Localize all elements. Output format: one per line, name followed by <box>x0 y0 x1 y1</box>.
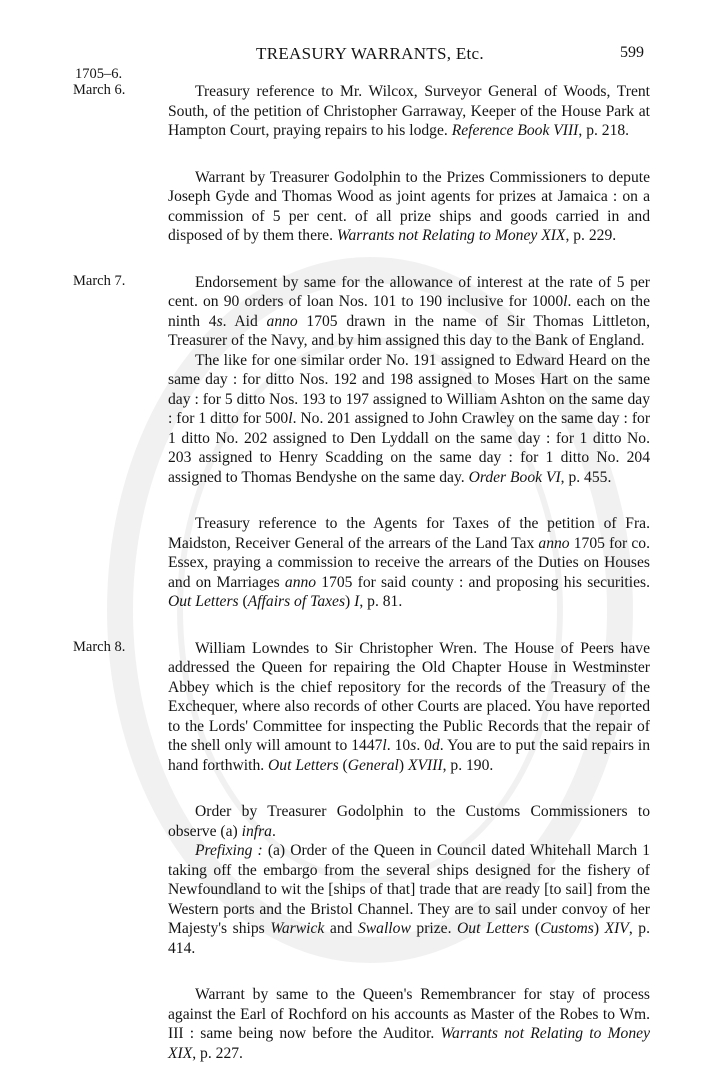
entry-paragraph: Treasury reference to the Agents for Taxes of the petition of Fra. Maidston, Receiver General of the arrears of the Land Tax anno 1705 for co. Essex, praying a commission to receive the arrears of the Duties on Houses and on Marriages anno 1705 for said county : and proposing his securities. Out Letters (Affairs of Taxes) I, p. 81. <box>168 515 651 610</box>
entry-body <box>168 273 650 488</box>
entries-list <box>0 82 720 1063</box>
entry-paragraph: Treasury reference to Mr. Wilcox, Surveyor General of Woods, Trent South, of the petition of Christopher Garraway, Keeper of the House Park at Hampton Court, praying repairs to his lodge. Reference Book VIII, p. 218. <box>168 83 650 139</box>
entry-paragraph: Warrant by Treasurer Godolphin to the Prizes Commissioners to depute Joseph Gyde and Thomas Wood as joint agents for prizes at Jamaica : on a commission of 5 per cent. of all prize ships and goods carried in and disposed of by them there. Warrants not Relating to Money XIX, p. 229. <box>168 168 650 244</box>
entry-separator <box>0 487 720 514</box>
entry <box>0 82 720 141</box>
entry-body <box>168 802 650 958</box>
entry-body <box>168 639 650 776</box>
entry-separator <box>0 246 720 273</box>
page-header <box>0 44 720 68</box>
running-title: TREASURY WARRANTS, Etc. <box>256 44 484 63</box>
entry-date: March 6. <box>73 82 126 98</box>
entry-body <box>168 168 650 246</box>
entry <box>0 273 720 488</box>
entry-paragraph: Order by Treasurer Godolphin to the Customs Commissioners to observe (a) infra. <box>168 803 650 840</box>
entry-date: March 7. <box>73 272 126 289</box>
entry-body <box>168 82 650 141</box>
entry-paragraph: William Lowndes to Sir Christopher Wren. The House of Peers have addressed the Queen for repairing the Old Chapter House in Westminster Abbey which is the chief repository for the records of the Treasury of the Exchequer, where also records of other Courts are placed. You have reported to the Lords' Committee for inspecting the Public Records that the repair of the shell only will amount to 1447l. 10s. 0d. You are to put the said repairs in hand forthwith. Out Letters (General) XVIII, p. 190. <box>168 639 650 774</box>
entry-separator <box>0 141 720 168</box>
entry-separator <box>0 775 720 802</box>
page-number: 599 <box>620 44 644 61</box>
entry-paragraph: Warrant by same to the Queen's Remembrancer for stay of process against the Earl of Rochford on his accounts as Master of the Robes to Wm. III : same being now before the Auditor. Warrants not Relating to Money XIX, p. 227. <box>168 986 650 1062</box>
year-range: 1705–6. <box>75 66 123 82</box>
entry-paragraph: The like for one similar order No. 191 assigned to Edward Heard on the same day : for ditto Nos. 192 and 198 assigned to Moses Hart on the same day : for 5 ditto Nos. 193 to 197 assigned to William Ashton on the same day : for 1 ditto for 500l. No. 201 assigned to John Crawley on the same day : for 1 ditto No. 202 assigned to Den Lyddall on the same day : for 1 ditto No. 203 assigned to Henry Scadding on the same day : for 1 ditto No. 204 assigned to Thomas Bendyshe on the same day. Order Book VI, p. 455. <box>168 351 651 486</box>
entry-separator <box>0 958 720 985</box>
entry-separator <box>0 612 720 639</box>
entry <box>0 985 720 1063</box>
entry-date: March 8. <box>73 638 126 655</box>
entry <box>0 168 720 246</box>
entry <box>0 514 720 612</box>
entry-body <box>168 514 650 612</box>
entry-paragraph: Prefixing : (a) Order of the Queen in Council dated Whitehall March 1 taking off the embargo from the several ships designed for the fishery of Newfoundland to wit the [ships of that] trade that are ready [to sail] from the Western ports and the Bristol Channel. They are to sail under convoy of her Majesty's ships Warwick and Swallow prize. Out Letters (Customs) XIV, p. 414. <box>168 842 651 957</box>
entry-paragraph: Endorsement by same for the allowance of interest at the rate of 5 per cent. on 90 orders of loan Nos. 101 to 190 inclusive for 1000l. each on the ninth 4s. Aid anno 1705 drawn in the name of Sir Thomas Littleton, Treasurer of the Navy, and by him assigned this day to the Bank of England. <box>168 273 650 349</box>
entry-body <box>168 985 650 1063</box>
entry <box>0 802 720 958</box>
entry <box>0 639 720 776</box>
